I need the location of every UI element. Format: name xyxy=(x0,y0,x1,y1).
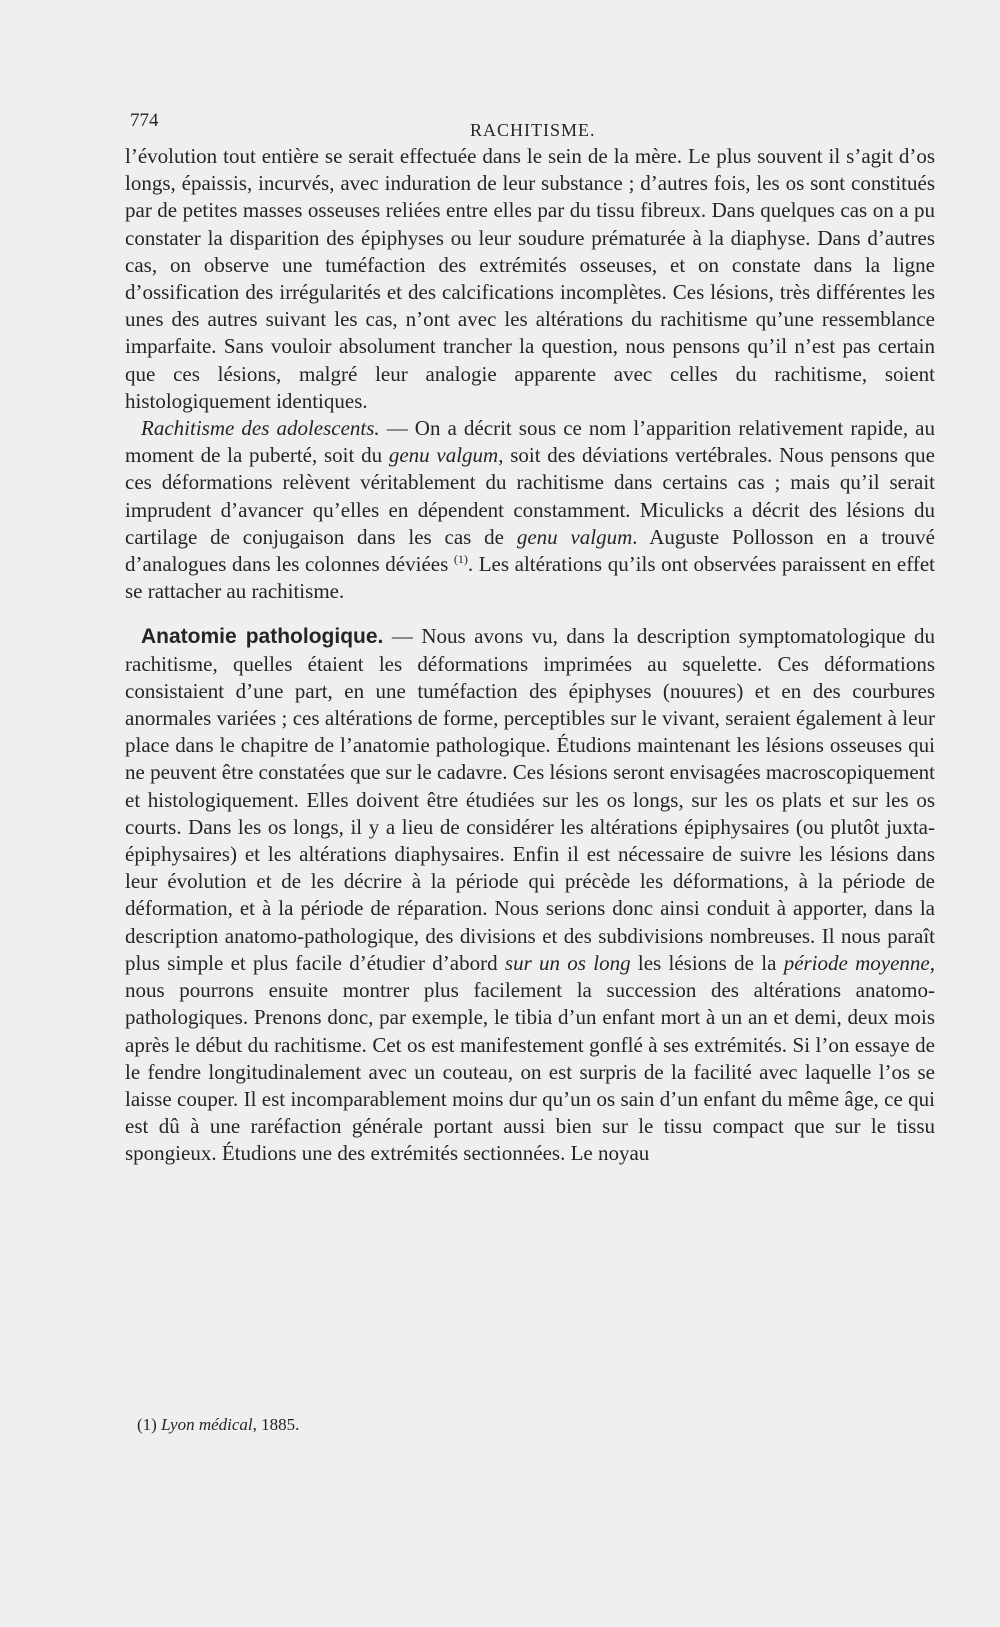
paragraph-text: les lésions de la xyxy=(630,950,784,975)
italic-term: genu valgum xyxy=(516,524,633,549)
paragraph-text: . Auguste Pollosson en a trouvé d’analogues dans les colonnes déviées xyxy=(125,524,935,577)
paragraph-text: — Nous avons vu, dans la description symptomatologique du rachitisme, quelles étaient les déformations imprimées au squelette. Ces déformations consistaient d’une part, en une tuméfaction des épiphyses (nouures) et en des courbures anormales variées ; ces altérations de forme, perceptibles sur le vivant, seraient également à leur place dans le chapitre de l’anatomie pathologique. Étudions maintenant les lésions osseuses qui ne peuvent être constatées que sur le cadavre. Ces lésions seront envisagées macroscopiquement et histologiquement. Elles doivent être étudiées sur les os longs, sur les os plats et sur les os courts. Dans les os longs, il y a lieu de considérer les altérations épiphysaires (ou plutôt juxta-épiphysaires) et les altérations diaphysaires. Enfin il est nécessaire de suivre les lésions dans leur évolution et de les décrire à la période qui précède les déformations, à la période de déformation, et à la période de réparation. Nous serions donc ainsi conduit à apporter, dans la description anatomo-pathologique, des divisions et des subdivisions nombreuses. Il nous paraît plus simple et plus facile d’étudier d’abord xyxy=(125,624,935,975)
paragraph-text: . Les altérations qu’ils ont observées paraissent en effet se rattacher au rachitisme. xyxy=(125,552,935,604)
paragraph-text: , soit des déviations vertébrales. Nous pensons que ces déformations relèvent véritablement du rachitisme dans certains cas ; mais qu’il serait imprudent d’avancer qu’elles en dépendent constamment. Miculicks a décrit des lésions du cartilage de conjugaison dans les cas de xyxy=(125,443,935,549)
footnote-reference: (1) xyxy=(453,552,468,567)
section-title: Anatomie pathologique. xyxy=(141,625,384,649)
italic-term: période moyenne xyxy=(783,950,930,975)
running-head: RACHITISME. xyxy=(470,120,596,140)
page-number: 774 xyxy=(130,110,159,131)
italic-term: genu valgum xyxy=(388,443,499,468)
page-header xyxy=(130,110,930,140)
paragraph-text: , nous pourrons ensuite montrer plus facilement la succession des altérations anatomo-pathologiques. Prenons donc, par exemple, le tibia d’un enfant mort à un an et demi, deux mois après le début du rachitisme. Cet os est manifestement gonflé à ses extrémités. Si l’on essaye de le fendre longitudinalement avec un couteau, on est surpris de la facilité avec laquelle l’os se laisse couper. Il est incomparablement moins dur qu’un os sain d’un enfant du même âge, ce qui est dû à une raréfaction générale portant aussi bien sur le tissu compact que sur le tissu spongieux. Étudions une des extrémités sectionnées. Le noyau xyxy=(125,950,935,1166)
paragraph-text: — On a décrit sous ce nom l’apparition relativement rapide, au moment de la puberté, soit du xyxy=(125,416,935,468)
paragraph-anatomie-pathologique xyxy=(125,623,935,1167)
paragraph-rachitisme-adolescents xyxy=(125,415,935,605)
footnote xyxy=(137,1415,299,1435)
footnote-marker: (1) xyxy=(137,1415,157,1434)
footnote-source: Lyon médical xyxy=(161,1415,253,1434)
italic-term: sur un os long xyxy=(504,950,631,975)
body-text xyxy=(125,143,935,1168)
footnote-year: , 1885. xyxy=(252,1415,300,1434)
paragraph-continuation: l’évolution tout entière se serait effectuée dans le sein de la mère. Le plus souvent il s’agit d’os longs, épaissis, incurvés, avec induration de leur substance ; d’autres fois, les os sont constitués par de petites masses osseuses reliées entre elles par du tissu fibreux. Dans quelques cas on a pu constater la disparition des épiphyses ou leur soudure prématurée à la diaphyse. Dans d’autres cas, on observe une tuméfaction des extrémités osseuses, et on constate dans la ligne d’ossification des irrégularités et des calcifications incomplètes. Ces lésions, très différentes les unes des autres suivant les cas, n’ont avec les altérations du rachitisme qu’une ressemblance imparfaite. Sans vouloir absolument trancher la question, nous pensons qu’il n’est pas certain que ces lésions, malgré leur analogie apparente avec celles du rachitisme, soient histologiquement identiques. xyxy=(125,144,935,413)
subsection-title: Rachitisme des adolescents. xyxy=(141,416,380,441)
